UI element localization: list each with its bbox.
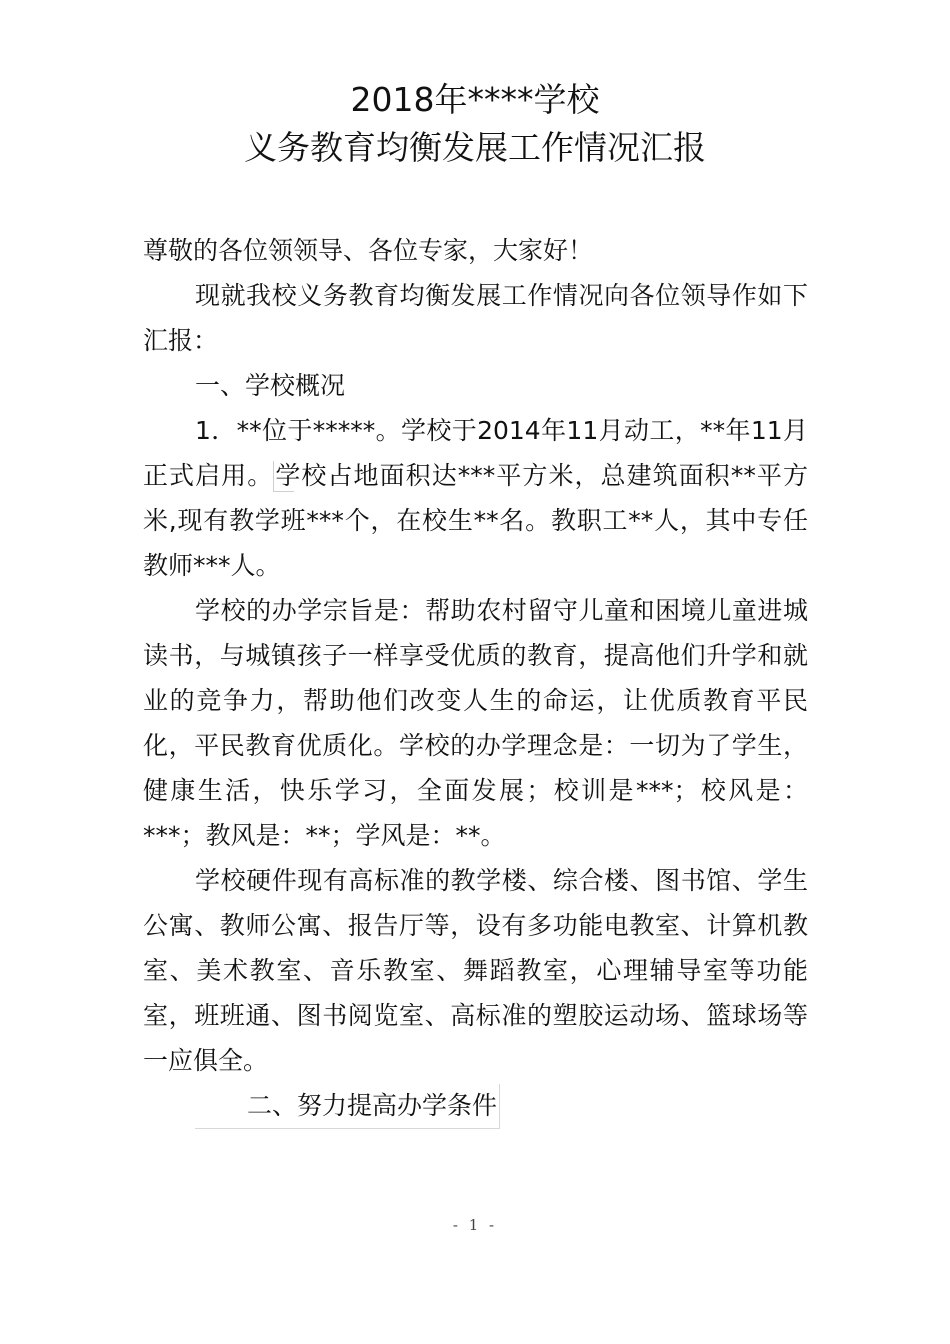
school-size-text: 学校占地面积达***平方米，总建筑面积**平方米,现有教学班***个，在校生**名。教职工**人，其中专任教师***人。 [143, 461, 808, 580]
greeting-paragraph: 尊敬的各位领领导、各位专家，大家好！ [143, 236, 594, 265]
section-2-heading-line [143, 1083, 808, 1129]
section-1-heading: 一、学校概况 [195, 371, 346, 400]
school-facilities-paragraph: 学校硬件现有高标准的教学楼、综合楼、图书馆、学生公寓、教师公寓、报告厅等，设有多功能电教室、计算机教室、美术教室、音乐教室、舞蹈教室，心理辅导室等功能室，班班通、图书阅览室、高标准的塑胶运动场、篮球场等一应俱全。 [143, 866, 808, 1075]
section-2-heading: 二、努力提高办学条件 [195, 1084, 500, 1129]
document-title-line-2: 义务教育均衡发展工作情况汇报 [244, 128, 706, 167]
school-location-text: 1．**位于*****。学校于2014年11月动工，**年11月正式启用。 [143, 416, 808, 490]
intro-paragraph: 现就我校义务教育均衡发展工作情况向各位领导作如下汇报： [143, 281, 808, 355]
document-body [143, 228, 808, 1129]
page-number: - 1 - [452, 1216, 498, 1234]
document-title-line-1: 2018年****学校 [350, 80, 600, 119]
school-overview-paragraph [143, 408, 808, 588]
school-mission-paragraph: 学校的办学宗旨是：帮助农村留守儿童和困境儿童进城读书，与城镇孩子一样享受优质的教育，提高他们升学和就业的竞争力，帮助他们改变人生的命运，让优质教育平民化，平民教育优质化。学校的办学理念是：一切为了学生，健康生活，快乐学习，全面发展；校训是***；校风是：***；教风是：**；学风是：**。 [143, 596, 808, 850]
